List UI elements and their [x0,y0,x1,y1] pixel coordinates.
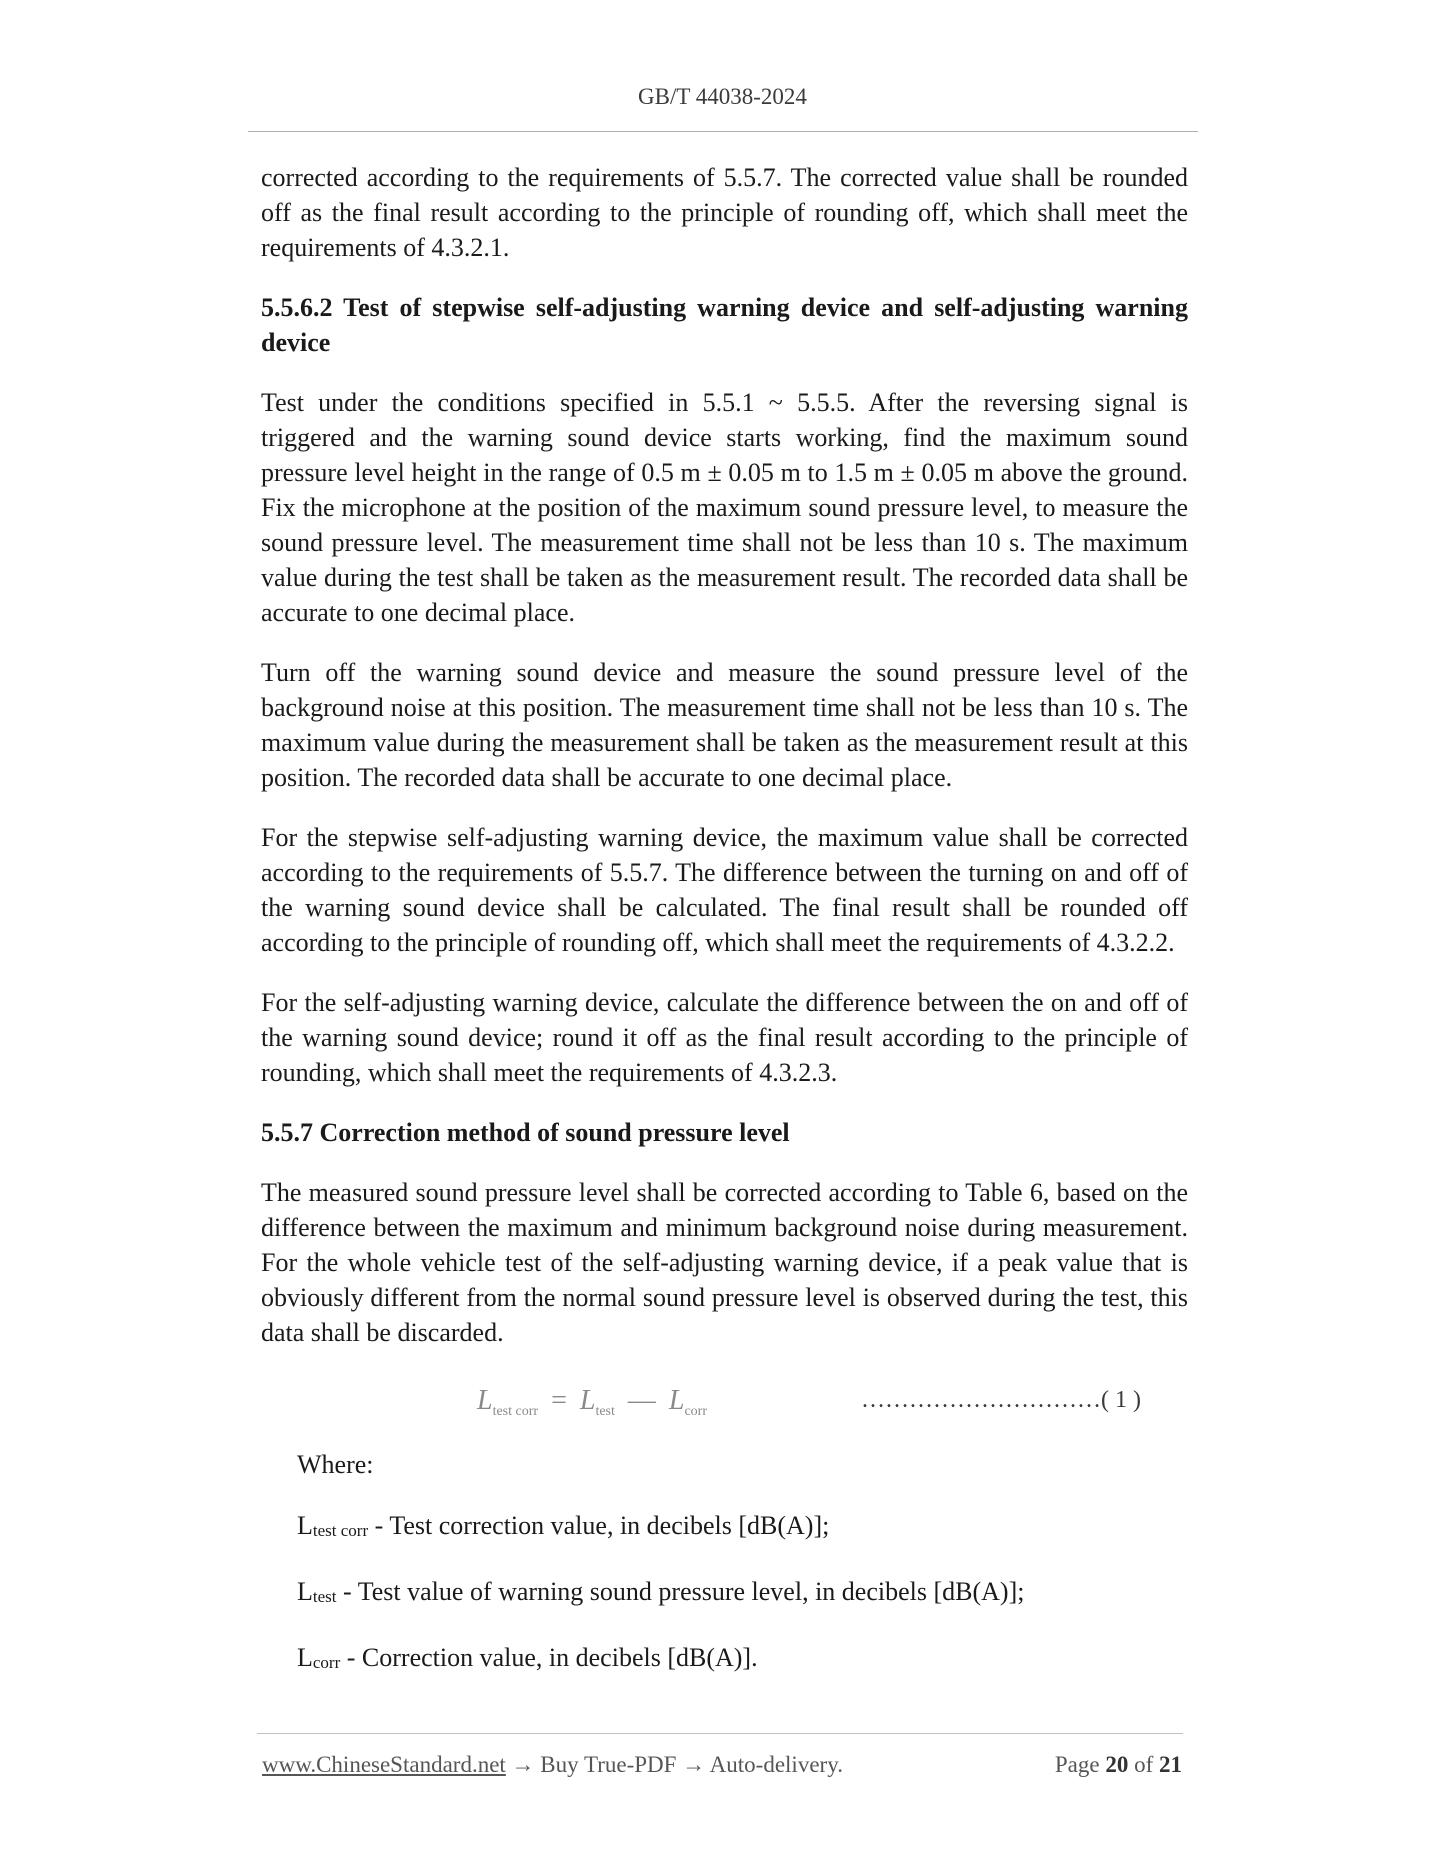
header-divider [248,131,1198,132]
definition-l-corr: Lcorr - Correction value, in decibels [dB(A)]. [297,1643,758,1672]
paragraph-stepwise-device: For the stepwise self-adjusting warning device, the maximum value shall be corrected according to the requirements of 5.5.7. The difference between the turning on and off of the warning sound device shall be calculated. The final result shall be rounded off according to the principle of rounding off, which shall meet the requirements of 4.3.2.2. [261,823,1188,957]
paragraph-intro: corrected according to the requirements of 5.5.7. The corrected value shall be rounded off as the final result according to the principle of rounding off, which shall meet the requirements of 4.3.2.1. [261,163,1188,262]
footer-promo [262,1752,843,1778]
arrow-icon: → [511,1752,535,1777]
equation-number: …………………………( 1 ) [861,1387,1141,1413]
equation-1 [261,1375,1188,1435]
buy-pdf-text: Buy True-PDF [540,1752,677,1777]
arrow-icon: → [682,1752,706,1777]
standard-number: GB/T 44038-2024 [638,84,807,109]
footer-divider [257,1733,1183,1734]
paragraph-self-adjusting-device: For the self-adjusting warning device, calculate the difference between the on and off of the warning sound device; round it off as the final result according to the principle of rounding, which shall meet the requirements of 4.3.2.3. [261,988,1188,1087]
section-heading-5-5-6-2: 5.5.6.2 Test of stepwise self-adjusting warning device and self-adjusting warning device [261,293,1188,357]
definition-l-test: Ltest - Test value of warning sound pressure level, in decibels [dB(A)]; [297,1577,1025,1606]
auto-delivery-text: Auto-delivery. [709,1752,843,1777]
total-pages: 21 [1159,1752,1182,1777]
document-body [261,160,1188,1706]
paragraph-correction-method: The measured sound pressure level shall be corrected according to Table 6, based on the difference between the maximum and minimum background noise during measurement. For the whole vehicle test of the self-adjusting warning device, if a peak value that is obviously different from the normal sound pressure level is observed during the test, this data shall be discarded. [261,1178,1188,1347]
site-link[interactable]: www.ChineseStandard.net [262,1752,506,1777]
where-label: Where: [297,1450,374,1479]
equation-expression: $L_{test corr} = L_{test}$ — $L_{corr}$ [477,1385,708,1419]
current-page: 20 [1105,1752,1129,1777]
definition-l-test-corr: Ltest corr - Test correction value, in decibels [dB(A)]; [297,1511,830,1540]
page-number: Page 20 of 21 [1054,1752,1182,1777]
paragraph-background-noise: Turn off the warning sound device and measure the sound pressure level of the background noise at this position. The measurement time shall not be less than 10 s. The maximum value during the measurement shall be taken as the measurement result at this position. The recorded data shall be accurate to one decimal place. [261,658,1188,792]
variable-definitions [297,1447,1188,1680]
page-header [0,84,1445,110]
paragraph-test-conditions: Test under the conditions specified in 5.5.1 ~ 5.5.5. After the reversing signal is triggered and the warning sound device starts working, find the maximum sound pressure level height in the range of 0.5 m ± 0.05 m to 1.5 m ± 0.05 m above the ground. Fix the microphone at the position of the maximum sound pressure level, to measure the sound pressure level. The measurement time shall not be less than 10 s. The maximum value during the test shall be taken as the measurement result. The recorded data shall be accurate to one decimal place. [261,388,1188,627]
section-heading-5-5-7: 5.5.7 Correction method of sound pressure level [261,1118,790,1147]
